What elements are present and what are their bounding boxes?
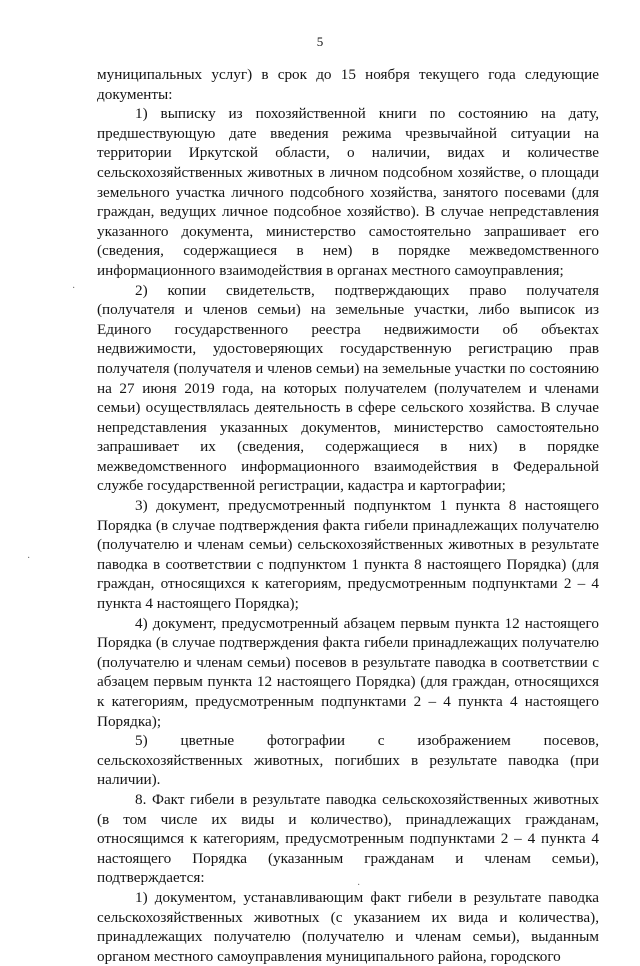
paragraph-item-5: 5) цветные фотографии с изображением посевов, сельскохозяйственных животных, погибших в результате паводка (при наличии). — [97, 732, 599, 789]
paragraph-section-8-item-1: 1) документом, устанавливающим факт гибели в результате паводка сельскохозяйственных животных (с указанием их вида и количества), принадлежащих получателю (получателю и членам семьи), выданным органом местного самоуправления муниципального района, городского — [97, 888, 599, 965]
scan-mark: · — [72, 283, 76, 294]
paragraph-item-2: 2) копии свидетельств, подтверждающих право получателя (получателя и членов семьи) на земельные участки, либо выписок из Единого государственного реестра недвижимости об объектах недвижимости, удостоверяющих государственную регистрацию прав получателя (получателя и членов семьи) на земельные участки по состоянию на 27 июня 2019 года, на которых получателем (получателем и членами семьи) осуществлялась деятельность в сфере сельского хозяйства. В случае непредставления указанных документов, министерство самостоятельно запрашивает их (сведения, содержащиеся в них) в порядке межведомственного информационного взаимодействия в Федеральной службе государственной регистрации, кадастра и картографии; — [97, 281, 599, 495]
document-body — [97, 65, 599, 966]
paragraph-section-8: 8. Факт гибели в результате паводка сельскохозяйственных животных (в том числе их виды и количество), принадлежащих гражданам, относящимся к категориям, предусмотренным подпунктами 2 – 4 пункта 4 настоящего Порядка (указанным гражданам и членам семьи), подтверждается: — [97, 790, 599, 887]
scan-mark: · — [27, 553, 31, 564]
paragraph-continuation: муниципальных услуг) в срок до 15 ноября текущего года следующие документы: — [97, 66, 599, 103]
paragraph-item-3: 3) документ, предусмотренный подпунктом 1 пункта 8 настоящего Порядка (в случае подтверждения факта гибели принадлежащих получателю (получателю и членам семьи) сельскохозяйственных животных в результате паводка в соответствии с подпунктом 1 пункта 8 настоящего Порядка) (для граждан, относящихся к категориям, предусмотренным подпунктами 2 – 4 пункта 4 настоящего Порядка); — [97, 497, 599, 613]
paragraph-item-4: 4) документ, предусмотренный абзацем первым пункта 12 настоящего Порядка (в случае подтверждения факта гибели принадлежащих получателю (получателю и членам семьи) посевов в результате паводка в соответствии с абзацем первым пункта 12 настоящего Порядка) (для граждан, относящихся к категориям, предусмотренным подпунктами 2 – 4 пункта 4 настоящего Порядка); — [97, 614, 599, 730]
page-number: 5 — [316, 34, 324, 49]
scan-mark: · — [357, 880, 361, 891]
paragraph-item-1: 1) выписку из похозяйственной книги по состоянию на дату, предшествующую дате введения режима чрезвычайной ситуации на территории Иркутской области, о наличии, видах и количестве сельскохозяйственных животных в личном подсобном хозяйстве, о площади земельного участка личного подсобного хозяйства, занятого посевами (для граждан, ведущих личное подсобное хозяйство). В случае непредставления указанного документа, министерство самостоятельно запрашивает его (сведения, содержащиеся в нем) в порядке межведомственного информационного взаимодействия в органах местного самоуправления; — [97, 105, 599, 279]
